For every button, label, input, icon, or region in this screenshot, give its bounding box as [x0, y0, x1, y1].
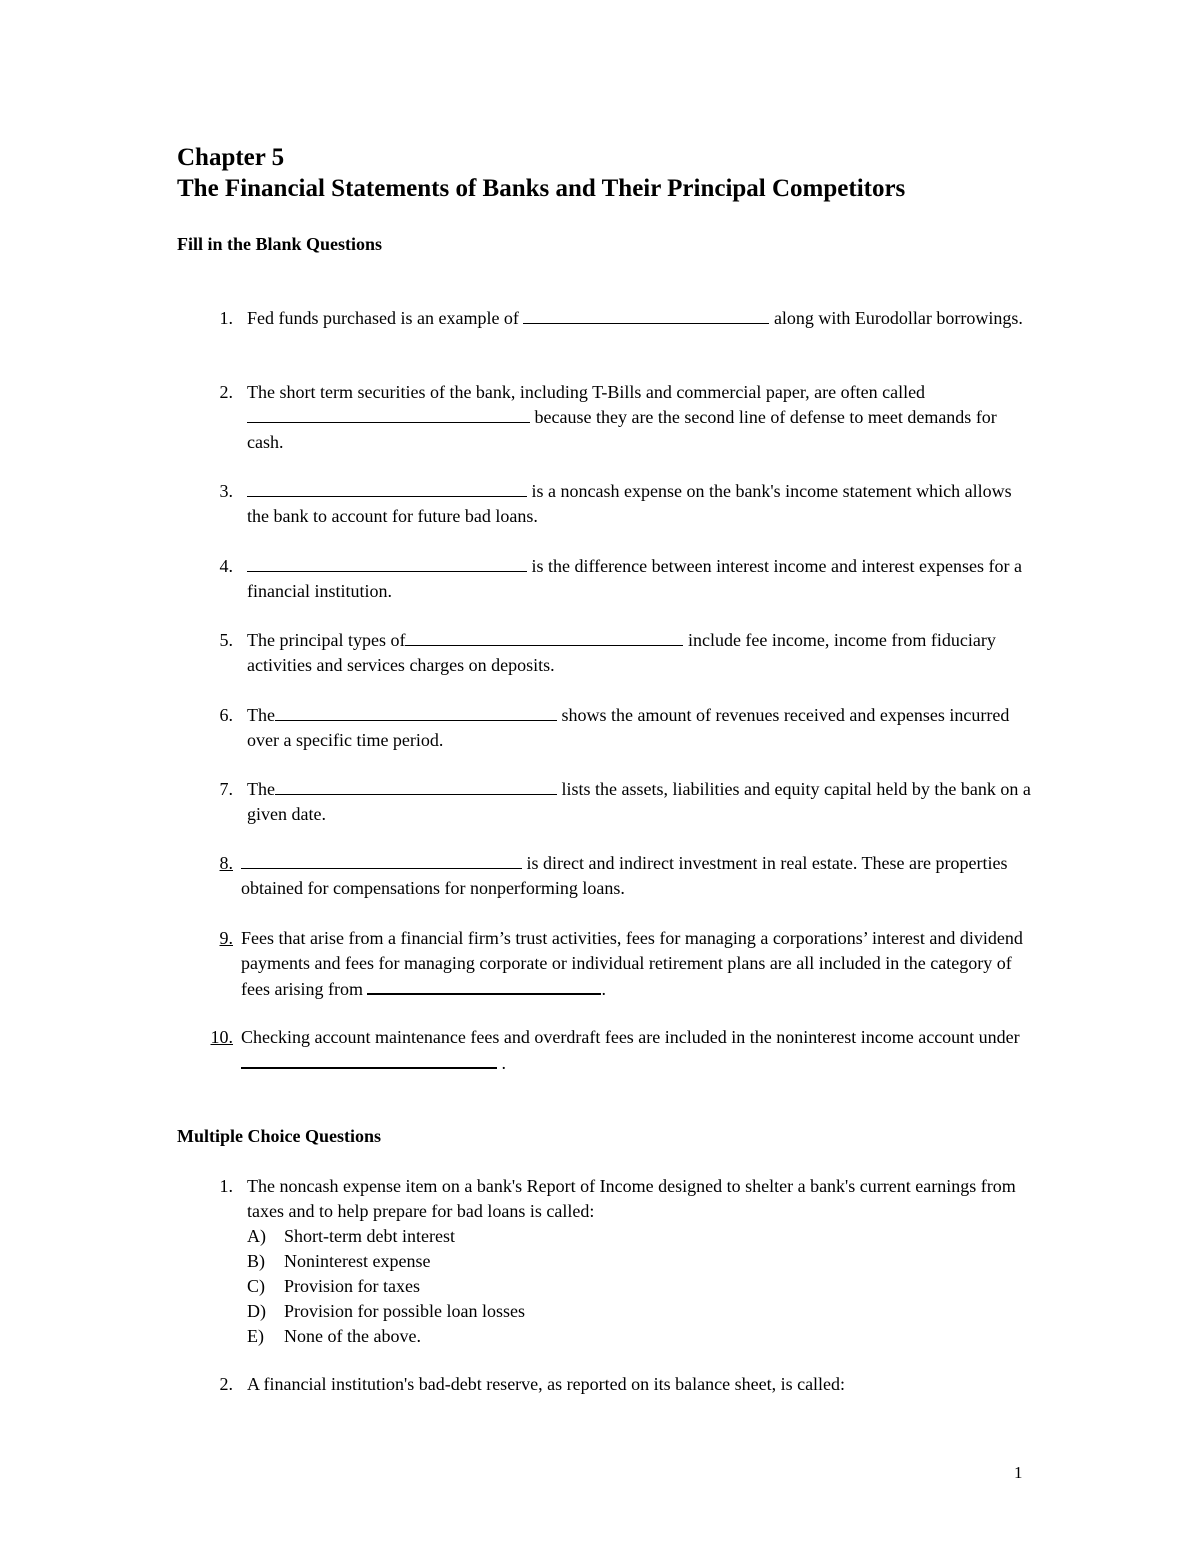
mc-question-1 — [177, 1174, 1037, 1349]
answer-blank[interactable] — [247, 405, 530, 423]
question-body: The shows the amount of revenues received and expenses incurred over a specific time period. — [247, 705, 1010, 750]
chapter-title: The Financial Statements of Banks and Their Principal Competitors — [177, 175, 906, 202]
question-number: 4. — [219, 556, 233, 576]
question-number: 7. — [219, 779, 233, 799]
answer-blank[interactable] — [275, 777, 557, 795]
question-number: 3. — [219, 481, 233, 501]
answer-blank[interactable] — [405, 628, 683, 646]
fill-question-7 — [177, 777, 1037, 827]
question-number: 8. — [219, 853, 233, 873]
question-body: The short term securities of the bank, including T-Bills and commercial paper, are often called because they are the second line of defense to meet demands for cash. — [247, 382, 997, 452]
question-number: 9. — [219, 928, 233, 948]
question-body: is the difference between interest income and interest expenses for a financial institution. — [247, 556, 1022, 601]
question-number: 6. — [219, 705, 233, 725]
answer-option-d[interactable]: D) Provision for possible loan losses — [247, 1301, 525, 1321]
question-body: The lists the assets, liabilities and equity capital held by the bank on a given date. — [247, 779, 1031, 824]
answer-blank[interactable] — [247, 479, 527, 497]
fill-question-2 — [177, 380, 1037, 455]
answer-blank[interactable] — [275, 703, 557, 721]
question-number: 2. — [219, 1374, 233, 1394]
fill-in-blank-heading: Fill in the Blank Questions — [177, 234, 383, 254]
mc-question-2 — [177, 1372, 1037, 1397]
question-body: Checking account maintenance fees and overdraft fees are included in the noninterest income account under . — [241, 1027, 1020, 1073]
fill-question-5 — [177, 628, 1037, 678]
question-body: is a noncash expense on the bank's income statement which allows the bank to account for future bad loans. — [247, 481, 1012, 526]
question-number: 10. — [210, 1027, 233, 1047]
question-number: 1. — [219, 1176, 233, 1196]
answer-option-a[interactable]: A) Short-term debt interest — [247, 1226, 455, 1246]
question-text: A financial institution's bad-debt reserve, as reported on its balance sheet, is called: — [247, 1374, 846, 1394]
answer-option-b[interactable]: B) Noninterest expense — [247, 1251, 431, 1271]
fill-question-8 — [177, 851, 1037, 901]
chapter-number: Chapter 5 — [177, 144, 285, 171]
answer-blank[interactable] — [241, 851, 522, 869]
chapter-heading — [177, 142, 905, 204]
question-body — [247, 1174, 1037, 1349]
fill-question-10 — [177, 1025, 1037, 1076]
answer-options — [247, 1224, 1037, 1349]
answer-blank[interactable] — [241, 1050, 497, 1069]
fill-question-4 — [177, 554, 1037, 604]
question-body: The principal types of include fee income, income from fiduciary activities and services charges on deposits. — [247, 630, 996, 675]
question-text: The noncash expense item on a bank's Report of Income designed to shelter a bank's current earnings from taxes and to help prepare for bad loans is called: — [247, 1176, 1016, 1221]
answer-option-e[interactable]: E) None of the above. — [247, 1326, 421, 1346]
fill-question-3 — [177, 479, 1037, 529]
answer-blank[interactable] — [247, 554, 527, 572]
answer-blank[interactable] — [523, 306, 769, 324]
question-number: 2. — [219, 382, 233, 402]
question-body: is direct and indirect investment in real estate. These are properties obtained for compensations for nonperforming loans. — [241, 853, 1008, 898]
fill-question-9 — [177, 926, 1037, 1002]
multiple-choice-heading: Multiple Choice Questions — [177, 1126, 382, 1146]
fill-question-1 — [177, 306, 1037, 331]
answer-blank[interactable] — [367, 976, 601, 995]
question-body: Fees that arise from a financial firm’s trust activities, fees for managing a corporations’ interest and dividend payments and fees for managing corporate or individual retirement plans are all included in the category of fees arising from . — [241, 928, 1023, 999]
page-number: 1 — [1014, 1463, 1023, 1482]
fill-question-6 — [177, 703, 1037, 753]
question-body — [247, 1372, 1037, 1397]
question-body: Fed funds purchased is an example of along with Eurodollar borrowings. — [247, 308, 1023, 328]
answer-option-c[interactable]: C) Provision for taxes — [247, 1276, 420, 1296]
question-number: 1. — [219, 308, 233, 328]
question-number: 5. — [219, 630, 233, 650]
